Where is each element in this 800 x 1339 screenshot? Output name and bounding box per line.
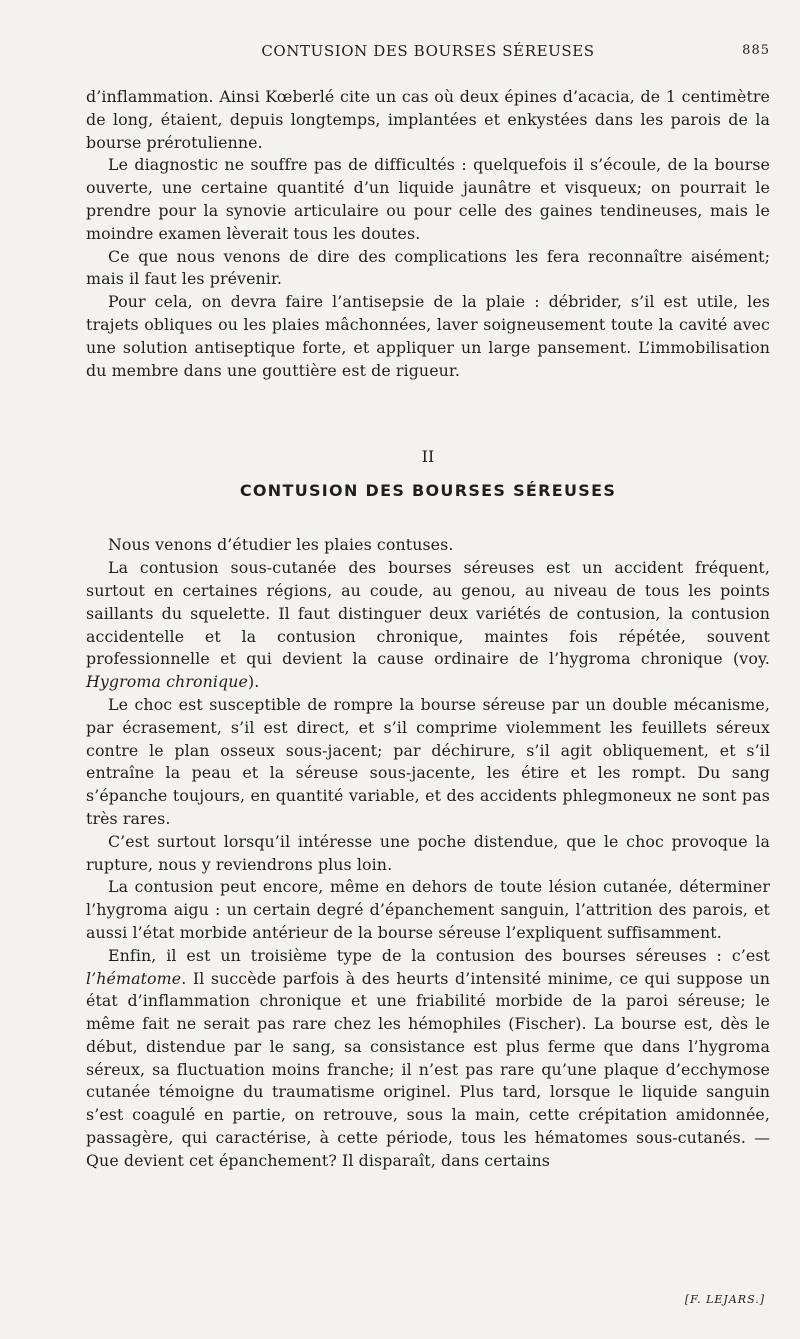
paragraph: La contusion peut encore, même en dehors de toute lésion cutanée, déterminer l’hygroma aigu : un certain degré d’épanchement sanguin, l’attrition des parois, et aussi l’état morbide antérieur de la bourse séreuse l’expliquent suffisamment. bbox=[86, 877, 770, 942]
paragraph: Nous venons d’étudier les plaies contuses. bbox=[108, 535, 454, 555]
author-signature: [F. LEJARS.] bbox=[684, 1293, 765, 1306]
paragraph-text: La contusion sous-cutanée des bourses séreuses est un accident fréquent, surtout en certaines régions, au coude, au genou, au niveau de tous les points saillants du squelette. Il faut distinguer deux variétés de contusion, la contusion accidentelle et la contusion chronique, maintes fois répétée, souvent professionnelle et qui devient la cause ordinaire de l’hygroma chronique (voy. bbox=[86, 558, 770, 669]
paragraph: Pour cela, on devra faire l’antisepsie de la plaie : débrider, s’il est utile, les trajets obliques ou les plaies mâchonnées, laver soigneusement toute la cavité avec une solution antiseptique forte, et appliquer un large pansement. L’immobilisation du membre dans une gouttière est de rigueur. bbox=[86, 292, 770, 380]
paragraph-text: Enfin, il est un troisième type de la contusion des bourses séreuses : c’est bbox=[108, 945, 770, 965]
paragraph bbox=[86, 557, 770, 694]
page-number: 885 bbox=[742, 43, 770, 58]
paragraph: d’inflammation. Ainsi Kœberlé cite un cas où deux épines d’acacia, de 1 centimètre de long, étaient, depuis longtemps, implantées et enkystées dans les parois de la bourse prérotulienne. bbox=[86, 87, 770, 152]
paragraph-text: ). bbox=[247, 672, 260, 692]
running-head bbox=[86, 42, 770, 62]
paragraph: Le diagnostic ne souffre pas de difficultés : quelquefois il s’écoule, de la bourse ouverte, une certaine quantité d’un liquide jaunâtre et visqueux; on pourrait le prendre pour la synovie articulaire ou pour celle des gaines tendineuses, mais le moindre examen lèverait tous les doutes. bbox=[86, 155, 770, 243]
section-title: CONTUSION DES BOURSES SÉREUSES bbox=[239, 481, 617, 501]
paragraph bbox=[86, 945, 770, 1173]
running-title: CONTUSION DES BOURSES SÉREUSES bbox=[261, 42, 595, 60]
paragraph: Le choc est susceptible de rompre la bourse séreuse par un double mécanisme, par écrasement, s’il est direct, et s’il comprime violemment les feuillets séreux contre le plan osseux sous-jacent; par déchirure, s’il agit obliquement, et s’il entraîne la peau et la séreuse sous-jacente, les étire et les rompt. Du sang s’épanche toujours, en quantité variable, et des accidents phlegmoneux ne sont pas très rares. bbox=[86, 694, 770, 828]
paragraph-text: . Il succède parfois à des heurts d’intensité minime, ce qui suppose un état d’inflammation chronique et une friabilité morbide de la paroi séreuse; le même fait ne serait pas rare chez les hémophiles (Fischer). La bourse est, dès le début, distendue par le sang, sa consistance est plus ferme que dans l’hygroma séreux, sa fluctuation moins franche; il n’est pas rare qu’une plaque d’ecchymose cutanée témoigne du traumatisme originel. Plus tard, lorsque le liquide sanguin s’est coagulé en partie, on retrouve, sous la main, cette crépitation amidonnée, passagère, qui caractérise, à cette période, tous les hématomes sous-cutanés. — Que devient cet épanchement? Il disparaît, dans certains bbox=[86, 968, 770, 1170]
italic-term: l’hématome bbox=[86, 968, 182, 988]
paragraph: Ce que nous venons de dire des complications les fera reconnaître aisément; mais il faut les prévenir. bbox=[86, 246, 770, 289]
cross-reference: Hygroma chronique bbox=[86, 672, 248, 692]
section-number: II bbox=[421, 447, 435, 467]
paragraph: C’est surtout lorsqu’il intéresse une poche distendue, que le choc provoque la rupture, nous y reviendrons plus loin. bbox=[86, 831, 770, 874]
text-body bbox=[86, 86, 770, 1173]
